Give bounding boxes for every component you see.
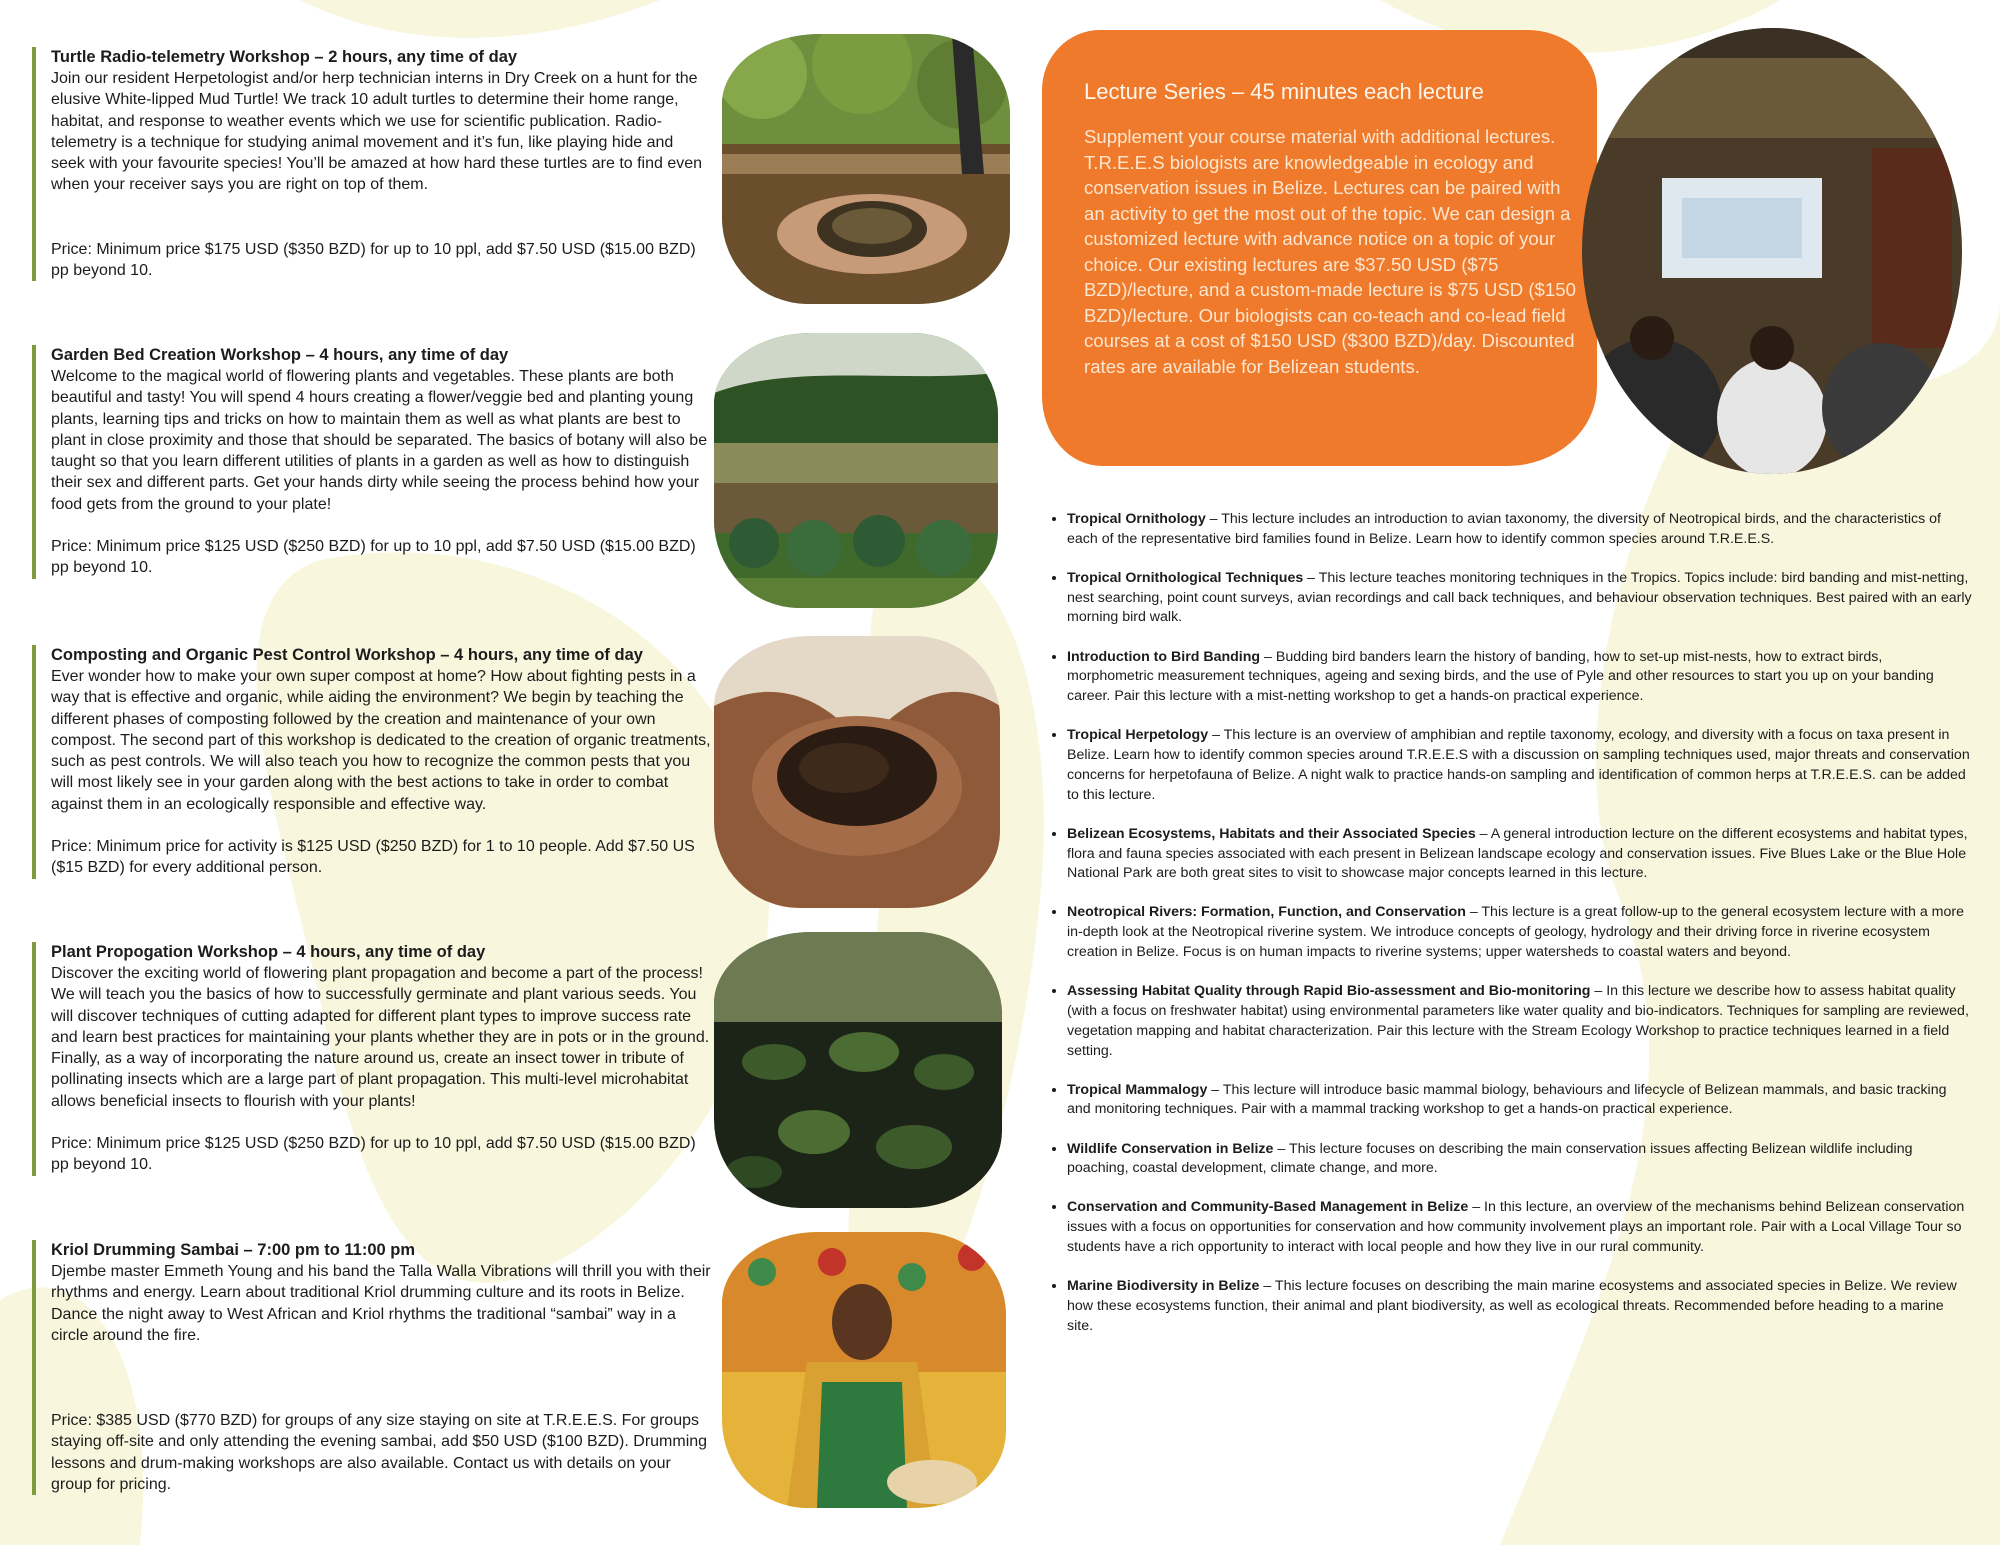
lecture-text: – In this lecture, an overview of the mechanisms behind Belizean conservation issues with a focus on opportunities for conservation and how community involvement plays an important role. Pair with a Local Village Tour so students have a rich opportunity to interact with local people and how they live in our rural community. xyxy=(1067,1199,1965,1255)
workshop-title: Plant Propogation Workshop – 4 hours, any time of day xyxy=(51,943,486,961)
lecture-text: – This lecture will introduce basic mammal biology, behaviours and lifecycle of Belizean mammals, and basic tracking and monitoring techniques. Pair with a mammal tracking workshop to get a hands-on practical experience. xyxy=(1067,1081,1947,1118)
seedlings-photo xyxy=(714,932,1002,1208)
lecture-name: Tropical Ornithological Techniques xyxy=(1067,569,1304,586)
workshop-composting xyxy=(32,645,711,879)
workshop-price: Price: Minimum price $125 USD ($250 BZD) for up to 10 ppl, add $7.50 USD ($15.00 BZD) pp beyond 10. xyxy=(51,1135,696,1174)
compost-in-hands-photo xyxy=(714,636,1000,908)
workshop-description: Djembe master Emmeth Young and his band the Talla Walla Vibrations will thrill you with their rhythms and energy. Learn about traditional Kriol drumming culture and its roots in Belize. Dance the night away to West African and Kriol rhythms the traditional “sambai” way in a circle around the fire. xyxy=(51,1263,711,1344)
lecture-name: Marine Biodiversity in Belize xyxy=(1067,1278,1260,1295)
workshop-title: Garden Bed Creation Workshop – 4 hours, any time of day xyxy=(51,346,509,364)
workshop-kriol-drumming xyxy=(32,1240,711,1495)
workshop-description: Welcome to the magical world of flowering plants and vegetables. These plants are both beautiful and tasty! You will spend 4 hours creating a flower/veggie bed and planting young plants, learning tips and tricks on how to maintain them as well as what plants are best to plant in close proximity and those that should be separated. The basics of botany will also be taught so that you learn different utilities of plants in a garden as well as how to distinguish their sex and different parts. Get your hands dirty while seeing the process behind how your food gets from the ground to your plate! xyxy=(51,368,708,513)
lecture-name: Tropical Ornithology xyxy=(1067,511,1206,527)
list-item xyxy=(1067,903,1972,962)
workshop-garden-bed xyxy=(32,345,711,579)
workshop-description: Ever wonder how to make your own super compost at home? How about fighting pests in a way that is effective and organic, while aiding the environment? We begin by teaching the different phases of composting followed by the creation and maintenance of your own compost. The second part of this workshop is dedicated to the creation of organic treatments, such as pest controls. We will also teach you how to recognize the common pests that you will most likely see in your garden along with the best actions to take in order to combat against them in an ecologically responsible and effective way. xyxy=(51,668,711,813)
drummer-photo xyxy=(722,1232,1006,1508)
workshop-description: Join our resident Herpetologist and/or herp technician interns in Dry Creek on a hunt for the elusive White-lipped Mud Turtle! We track 10 adult turtles to determine their home range, habitat, and response to weather events which we use for scientific publication. Radio-telemetry is a technique for studying animal movement and it’s fun, like playing hide and seek with your favourite species! You’ll be amazed at how hard these turtles are to find even when your receiver says you are right on top of them. xyxy=(51,70,703,194)
workshop-price: Price: Minimum price $125 USD ($250 BZD) for up to 10 ppl, add $7.50 USD ($15.00 BZD) pp beyond 10. xyxy=(51,538,696,577)
list-item xyxy=(1067,569,1972,628)
lecture-name: Belizean Ecosystems, Habitats and their Associated Species xyxy=(1067,825,1476,842)
list-item xyxy=(1067,1277,1972,1336)
lecture-text: – This lecture is a great follow-up to the general ecosystem lecture with a more in-depth look at the Neotropical riverine system. We introduce concepts of geology, hydrology and their driving force in riverine ecosystem creation in Belize. Focus is on human impacts to riverine systems; upper watersheds to coastal waters and beyond. xyxy=(1067,904,1964,961)
list-item xyxy=(1067,648,1972,707)
lecture-series-box xyxy=(1042,30,1597,466)
list-item xyxy=(1067,510,1972,550)
lecture-text: – Budding bird banders learn the history of banding, how to set-up mist-nests, how to extract birds, morphometric measurement techniques, ageing and sexing birds, and the use of Pyle and other resources to start you up on your banding career. Pair this lecture with a mist-netting workshop to get a hands-on practical experience. xyxy=(1067,648,1934,705)
classroom-lecture-photo xyxy=(1582,28,1962,474)
lecture-name: Conservation and Community-Based Management in Belize xyxy=(1067,1199,1469,1216)
lecture-name: Assessing Habitat Quality through Rapid Bio-assessment and Bio-monitoring xyxy=(1067,983,1591,1000)
lecture-name: Tropical Herpetology xyxy=(1067,727,1209,744)
workshop-title: Turtle Radio-telemetry Workshop – 2 hours, any time of day xyxy=(51,48,518,66)
list-item xyxy=(1067,1081,1972,1121)
lecture-name: Wildlife Conservation in Belize xyxy=(1067,1140,1274,1157)
workshop-turtle-telemetry xyxy=(32,47,711,281)
lecture-text: – This lecture focuses on describing the main marine ecosystems and associated species in Belize. We review how these ecosystems function, their animal and plant biodiversity, as well as ecological threats. Recommended before heading to a marine site. xyxy=(1067,1278,1957,1334)
lecture-text: – This lecture is an overview of amphibian and reptile taxonomy, ecology, and diversity with a focus on taxa present in Belize. Learn how to identify common species around T.R.E.E.S with a discussion on sampling techniques used, major threats and conservation concerns for herpetofauna of Belize. A night walk to practice hands-on sampling and identification of common herps at T.R.E.E.S. can be added to this lecture. xyxy=(1067,727,1970,803)
workshop-price: Price: $385 USD ($770 BZD) for groups of any size staying on site at T.R.E.E.S. For groups staying off-site and only attending the evening sambai, add $50 USD ($100 BZD). Drumming lessons and drum-making workshops are also available. Contact us with details on your group for pricing. xyxy=(51,1412,708,1494)
workshop-price: Price: Minimum price $175 USD ($350 BZD) for up to 10 ppl, add $7.50 USD ($15.00 BZD) pp beyond 10. xyxy=(51,240,696,280)
lecture-text: – This lecture focuses on describing the main conservation issues affecting Belizean wildlife including poaching, coastal development, climate change, and more. xyxy=(1067,1140,1913,1177)
list-item xyxy=(1067,1140,1972,1180)
workshop-plant-propagation xyxy=(32,942,711,1176)
lecture-name: Tropical Mammalogy xyxy=(1067,1081,1208,1098)
lecture-text: – A general introduction lecture on the different ecosystems and habitat types, flora and fauna species associated with each present in Belizean landscape ecology and conservation issues. Five Blues Lake or the Blue Hole National Park are both great sites to visit to showcase major concepts learned in this lecture. xyxy=(1067,825,1968,882)
lecture-name: Introduction to Bird Banding xyxy=(1067,648,1261,665)
list-item xyxy=(1067,982,1972,1061)
garden-bed-photo xyxy=(714,333,998,608)
lecture-series-title: Lecture Series – 45 minutes each lecture xyxy=(1084,79,1484,104)
lecture-text: – This lecture teaches monitoring techniques in the Tropics. Topics include: bird banding and mist-netting, nest searching, point count surveys, avian recordings and call back techniques, and behaviour observation techniques. Best paired with an early morning bird walk. xyxy=(1067,569,1972,626)
lecture-series-intro: Supplement your course material with additional lectures. T.R.E.E.S biologists are knowledgeable in ecology and conservation issues in Belize. Lectures can be paired with an activity to get the most out of the topic. We can design a customized lecture with advance notice on a topic of your choice. Our existing lectures are $37.50 USD ($75 BZD)/lecture, and a custom-made lecture is $75 USD ($150 BZD)/lecture. Our biologists can co-teach and co-lead field courses at a cost of $150 USD ($300 BZD)/day. Discounted rates are available for Belizean students. xyxy=(1084,126,1576,377)
list-item xyxy=(1067,726,1972,805)
workshop-title: Composting and Organic Pest Control Workshop – 4 hours, any time of day xyxy=(51,646,643,664)
workshop-description: Discover the exciting world of flowering plant propagation and become a part of the process! We will teach you the basics of how to successfully germinate and plant various seeds. You will discover techniques of cutting adapted for different plant types to improve success rate and learn best practices for maintaining your plants whether they are in pots or in the ground. Finally, as a way of incorporating the nature around us, create an insect tower in tribute of pollinating insects which are a large part of plant propagation. This multi-level microhabitat allows beneficial insects to flourish with your plants! xyxy=(51,965,710,1110)
lecture-text: – In this lecture we describe how to assess habitat quality (with a focus on freshwater habitat) using environmental parameters like water quality and bio-indicators. Techniques for sampling are reviewed, vegetation mapping and habitat characterization. Pair this lecture with the Stream Ecology Workshop to practice techniques learned in a field setting. xyxy=(1067,983,1969,1059)
list-item xyxy=(1067,825,1972,884)
list-item xyxy=(1067,1198,1972,1257)
lecture-text: – This lecture includes an introduction to avian taxonomy, the diversity of Neotropical birds, and the characteristics of each of the representative bird families found in Belize. Learn how to identify common species around T.R.E.E.S. xyxy=(1067,511,1941,547)
lecture-name: Neotropical Rivers: Formation, Function, and Conservation xyxy=(1067,904,1466,921)
turtle-in-hands-photo xyxy=(722,34,1010,304)
lecture-list xyxy=(1042,510,1972,1356)
workshop-price: Price: Minimum price for activity is $125 USD ($250 BZD) for 1 to 10 people. Add $7.50 US ($15 BZD) for every additional person. xyxy=(51,838,695,877)
workshop-title: Kriol Drumming Sambai – 7:00 pm to 11:00 pm xyxy=(51,1241,416,1259)
